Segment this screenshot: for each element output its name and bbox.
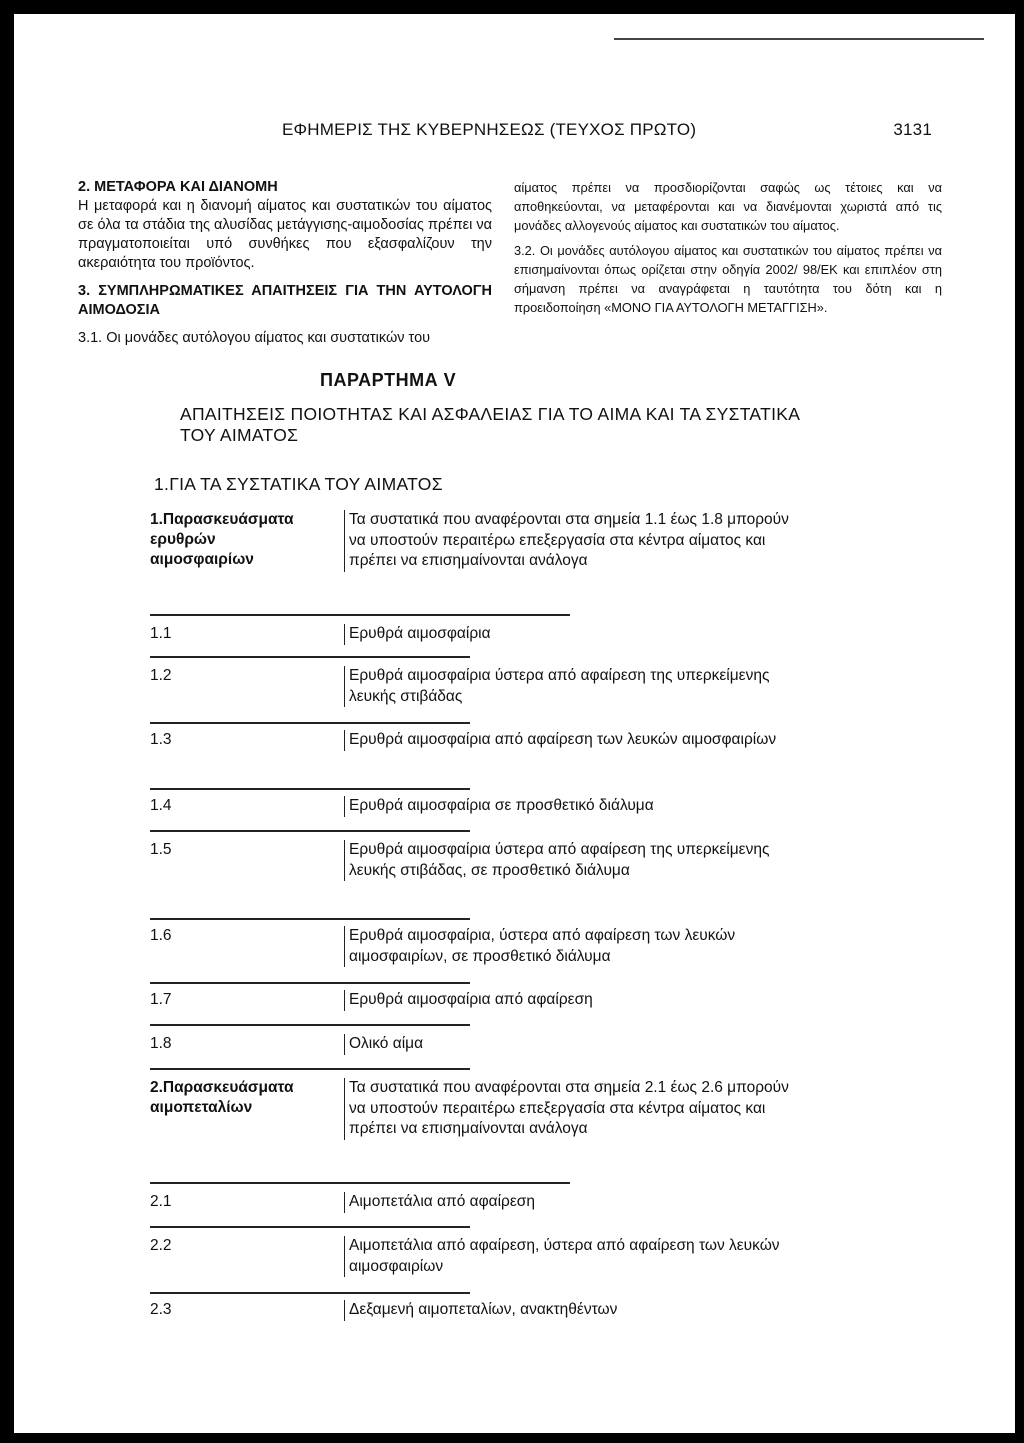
header-title: ΕΦΗΜΕΡΙΣ ΤΗΣ ΚΥΒΕΡΝΗΣΕΩΣ (ΤΕΥΧΟΣ ΠΡΩΤΟ) <box>282 120 697 139</box>
row-divider <box>150 1292 470 1294</box>
row-divider <box>150 614 570 616</box>
row-code: 1.1 <box>150 625 172 642</box>
row-description: Τα συστατικά που αναφέρονται στα σημεία 1.1 έως 1.8 μπορούν να υποστούν περαιτέρω επεξεργασία στα κέντρα αίματος και πρέπει να επισημαίνονται ανάλογα <box>344 510 799 572</box>
row-description: Ερυθρά αιμοσφαίρια ύστερα από αφαίρεση της υπερκείμενης λευκής στιβάδας, σε προσθετικό διάλυμα <box>344 840 799 881</box>
row-code: 1.8 <box>150 1035 172 1052</box>
row-code: 1.5 <box>150 841 172 858</box>
row-description: Τα συστατικά που αναφέρονται στα σημεία 2.1 έως 2.6 μπορούν να υποστούν περαιτέρω επεξεργασία στα κέντρα αίματος και πρέπει να επισημαίνονται ανάλογα <box>344 1078 799 1140</box>
requirements-title: ΑΠΑΙΤΗΣΕΙΣ ΠΟΙΟΤΗΤΑΣ ΚΑΙ ΑΣΦΑΛΕΙΑΣ ΓΙΑ ΤΟ ΑΙΜΑ ΚΑΙ ΤΑ ΣΥΣΤΑΤΙΚΑ ΤΟΥ ΑΙΜΑΤΟΣ <box>180 404 800 445</box>
row-description: Ολικό αίμα <box>344 1034 799 1055</box>
annex-title: ΠΑΡΑΡΤΗΜΑ V <box>320 370 457 390</box>
row-divider <box>150 788 470 790</box>
row-description: Αιμοπετάλια από αφαίρεση, ύστερα από αφαίρεση των λευκών αιμοσφαιρίων <box>344 1236 799 1277</box>
row-divider <box>150 722 470 724</box>
row-divider <box>150 1226 470 1228</box>
top-rule <box>614 38 984 40</box>
row-code: 1.2 <box>150 667 172 684</box>
row-divider <box>150 830 470 832</box>
left-column <box>78 178 492 348</box>
row-code: 1.6 <box>150 927 172 944</box>
row-divider <box>150 1068 470 1070</box>
row-code: 2.Παρασκευάσματα αιμοπεταλίων <box>150 1079 294 1116</box>
row-description: Αιμοπετάλια από αφαίρεση <box>344 1192 799 1213</box>
row-code: 1.4 <box>150 797 172 814</box>
row-description: Ερυθρά αιμοσφαίρια σε προσθετικό διάλυμα <box>344 796 799 817</box>
row-description: Ερυθρά αιμοσφαίρια από αφαίρεση των λευκών αιμοσφαιρίων <box>344 730 799 751</box>
row-description: Δεξαμενή αιμοπεταλίων, ανακτηθέντων <box>344 1300 799 1321</box>
row-description: Ερυθρά αιμοσφαίρια ύστερα από αφαίρεση της υπερκείμενης λευκής στιβάδας <box>344 666 799 707</box>
gazette-page <box>14 14 1015 1433</box>
section-3-1-continued: αίματος πρέπει να προσδιορίζονται σαφώς ως τέτοιες και να αποθηκεύονται, να μεταφέρονται και να διανέμονται χωριστά από τις μονάδες αλλογενούς αίματος και συστατικών του αίματος. <box>514 180 942 233</box>
row-code: 2.3 <box>150 1301 172 1318</box>
section-2-text: Η μεταφορά και η διανομή αίματος και συστατικών του αίματος σε όλα τα στάδια της αλυσίδας μετάγγισης-αιμοδοσίας πρέπει να πραγματοποιείται υπό συνθήκες που εξασφαλίζουν την ακεραιότητα του προϊόντος. <box>78 198 492 271</box>
row-description: Ερυθρά αιμοσφαίρια από αφαίρεση <box>344 990 799 1011</box>
row-code: 2.2 <box>150 1237 172 1254</box>
row-divider <box>150 1024 470 1026</box>
row-code: 2.1 <box>150 1193 172 1210</box>
section-3-2-text: 3.2. Οι μονάδες αυτόλογου αίματος και συστατικών του αίματος πρέπει να επισημαίνονται όπως ορίζεται στην οδηγία 2002/ 98/ΕΚ και επιπλέον στη σήμανση πρέπει να αναγράφεται η ταυτότητα του δότη και η προειδοποίηση «ΜΟΝΟ ΓΙΑ ΑΥΤΟΛΟΓΗ ΜΕΤΑΓΓΙΣΗ». <box>514 243 942 315</box>
components-subtitle: 1.ΓΙΑ ΤΑ ΣΥΣΤΑΤΙΚΑ ΤΟΥ ΑΙΜΑΤΟΣ <box>154 474 443 494</box>
row-code: 1.3 <box>150 731 172 748</box>
running-header <box>282 120 932 140</box>
row-divider <box>150 918 470 920</box>
row-description: Ερυθρά αιμοσφαίρια, ύστερα από αφαίρεση των λευκών αιμοσφαιρίων, σε προσθετικό διάλυμα <box>344 926 799 967</box>
row-description: Ερυθρά αιμοσφαίρια <box>344 624 799 645</box>
row-code: 1.7 <box>150 991 172 1008</box>
section-2-heading: 2. ΜΕΤΑΦΟΡΑ ΚΑΙ ΔΙΑΝΟΜΗ <box>78 179 278 195</box>
row-divider <box>150 982 470 984</box>
row-divider <box>150 1182 570 1184</box>
section-3-1-text: 3.1. Οι μονάδες αυτόλογου αίματος και συστατικών του <box>78 330 431 346</box>
row-code: 1.Παρασκευάσματα ερυθρών αιμοσφαιρίων <box>150 511 294 568</box>
section-3-heading: 3. ΣΥΜΠΛΗΡΩΜΑΤΙΚΕΣ ΑΠΑΙΤΗΣΕΙΣ ΓΙΑ ΤΗΝ ΑΥΤΟΛΟΓΗ ΑΙΜΟΔΟΣΙΑ <box>78 283 492 318</box>
page-number: 3131 <box>893 120 932 139</box>
right-column <box>514 178 942 317</box>
row-divider <box>150 656 470 658</box>
